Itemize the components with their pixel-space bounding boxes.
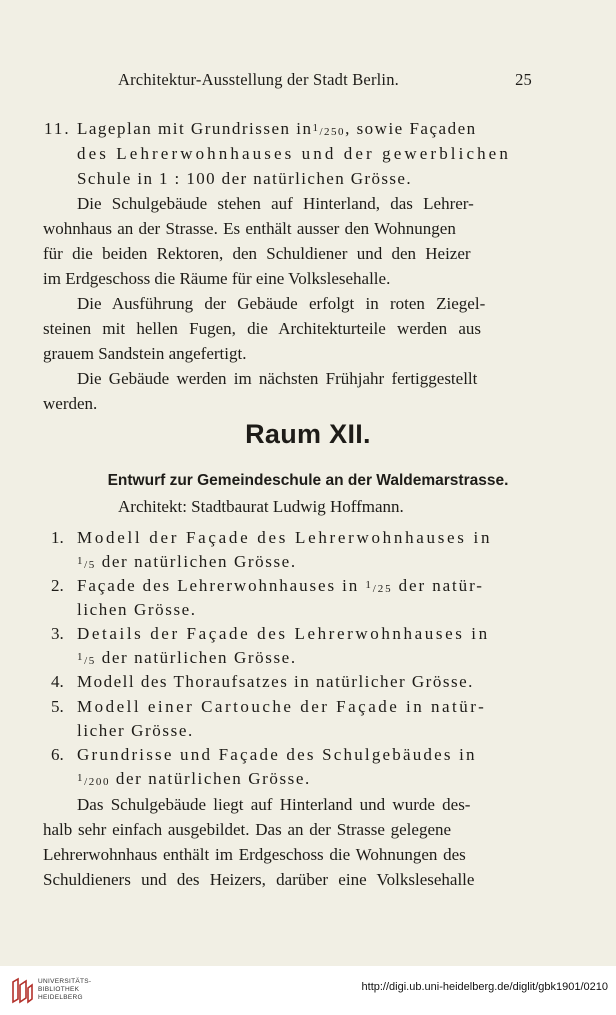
text: werden. [43,394,98,413]
para-3-line-2 [0,391,616,416]
text: Façade des Lehrerwohnhauses in [77,576,366,595]
para-2-line-1 [0,291,616,316]
list-item-5-line-2 [0,718,616,743]
para-1-line-3 [0,241,616,266]
item-11-line-3 [0,166,616,191]
para-2-line-3 [0,341,616,366]
text: Modell des Thoraufsatzes in natürlicher Grösse. [77,672,474,691]
item-11-line-2 [0,141,616,166]
library-name-line: BIBLIOTHEK [38,986,80,993]
para-3-line-1 [0,366,616,391]
library-name-line: HEIDELBERG [38,994,83,1001]
architect-credit: Architekt: Stadtbaurat Ludwig Hoffmann. [118,497,404,516]
text: grauem Sandstein angefertigt. [43,344,247,363]
list-item-5-line-1 [0,694,616,719]
text: wohnhaus an der Strasse. Es enthält ausser den Wohnungen [43,219,456,238]
text: Lageplan mit Grundrissen in [77,119,313,138]
text: Die Schulgebäude stehen auf Hinterland, das Lehrer- [77,194,474,213]
text: der natürlichen Grösse. [110,769,311,788]
fraction-denominator: /5 [84,559,96,571]
page-number: 25 [515,70,532,89]
text: Schuldieners und des Heizers, darüber eine Volkslesehalle [43,870,475,889]
text: Das Schulgebäude liegt auf Hinterland und wurde des- [77,795,471,814]
fraction-numerator: 1 [77,651,85,663]
text: lichen Grösse. [77,600,197,619]
section-subtitle: Entwurf zur Gemeindeschule an der Waldemarstrasse. [107,472,509,489]
text: der natür- [392,576,484,595]
text: Schule in 1 : 100 der natürlichen Grösse. [77,169,413,188]
list-number: 5. [51,697,64,716]
text: für die beiden Rektoren, den Schuldiener und den Heizer [43,244,471,263]
library-name-line: UNIVERSITÄTS- [38,978,92,985]
item-number: 11. [44,119,71,138]
fraction-denominator: /200 [84,776,111,788]
text: der natürlichen Grösse. [95,648,297,667]
source-url-link[interactable]: http://digi.ub.uni-heidelberg.de/diglit/gbk1901/0210 [361,981,608,993]
para-4-line-1 [0,792,616,817]
fraction-denominator: /25 [372,583,393,595]
list-item-2-line-2 [0,597,616,622]
architect-line [0,494,616,519]
list-item-1-line-2 [0,549,616,574]
running-header [40,70,532,92]
list-number: 1. [51,528,64,547]
text: des Lehrerwohnhauses und der gewerblichen [77,144,511,163]
list-item-2-line-1 [0,573,616,598]
fraction-numerator: 1 [77,555,85,567]
library-name [38,978,91,1002]
section-title: Raum XII. [245,419,371,449]
digitization-footer [0,966,616,1015]
list-number: 3. [51,624,64,643]
text: halb sehr einfach ausgebildet. Das an der Strasse gelegene [43,820,452,839]
running-title: Architektur-Ausstellung der Stadt Berlin. [118,70,399,89]
fraction-denominator: /5 [84,655,96,667]
list-item-3-line-2 [0,645,616,670]
text: Modell einer Cartouche der Façade in natür- [77,697,487,716]
fraction-denominator: /250 [319,126,346,138]
text: steinen mit hellen Fugen, die Architekturteile werden aus [43,319,481,338]
text: Grundrisse und Façade des Schulgebäudes in [77,745,477,764]
para-4-line-2 [0,817,616,842]
text: Die Ausführung der Gebäude erfolgt in roten Ziegel- [77,294,486,313]
para-4-line-4 [0,867,616,892]
text: Modell der Façade des Lehrerwohnhauses in [77,528,493,547]
text: , sowie Façaden [345,119,477,138]
para-4-line-3 [0,842,616,867]
para-1-line-1 [0,191,616,216]
list-item-4-line-1 [0,669,616,694]
list-number: 2. [51,576,64,595]
university-library-logo-icon [10,976,34,1006]
list-item-6-line-2 [0,766,616,791]
fraction-numerator: 1 [365,579,373,591]
fraction-numerator: 1 [312,122,320,134]
text: licher Grösse. [77,721,194,740]
list-number: 6. [51,745,64,764]
para-1-line-2 [0,216,616,241]
list-item-1-line-1 [0,525,616,550]
text: Lehrerwohnhaus enthält im Erdgeschoss die Wohnungen des [43,845,466,864]
text: der natürlichen Grösse. [95,552,297,571]
text: Details der Façade des Lehrerwohnhauses in [77,624,490,643]
item-11-line-1 [0,116,616,141]
text: im Erdgeschoss die Räume für eine Volkslesehalle. [43,269,391,288]
fraction-numerator: 1 [77,772,85,784]
list-number: 4. [51,672,64,691]
list-item-3-line-1 [0,621,616,646]
para-2-line-2 [0,316,616,341]
para-1-line-4 [0,266,616,291]
list-item-6-line-1 [0,742,616,767]
text: Die Gebäude werden im nächsten Frühjahr fertiggestellt [77,369,478,388]
